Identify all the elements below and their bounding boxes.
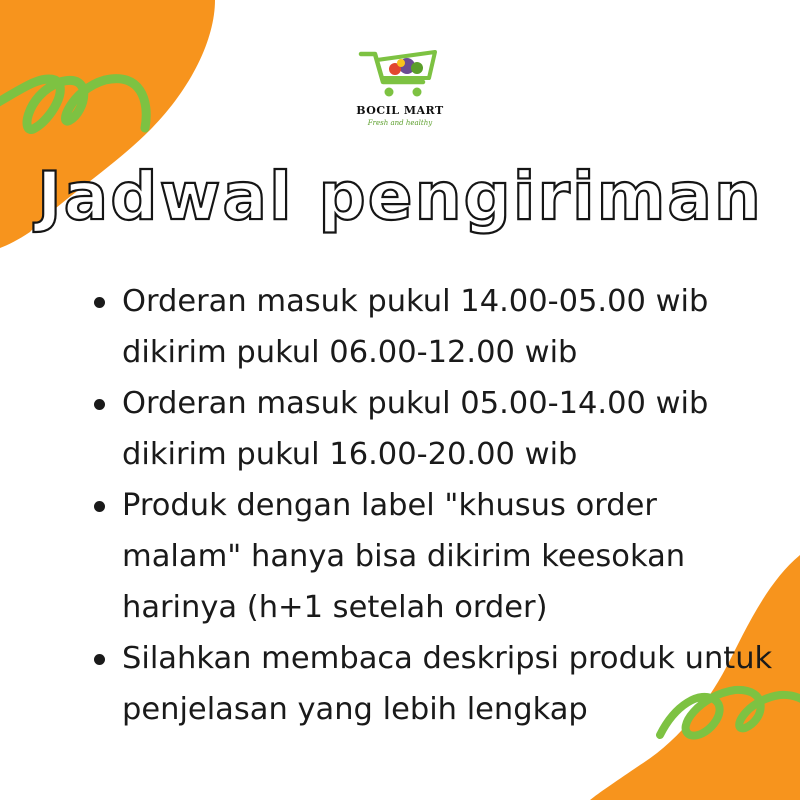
shopping-cart-icon	[355, 38, 445, 104]
list-item	[88, 378, 778, 480]
brand-tagline: Fresh and healthy	[367, 119, 433, 127]
bullet-icon	[94, 297, 105, 308]
list-item-text: Orderan masuk pukul 14.00-05.00 wib dikirim pukul 06.00-12.00 wib	[122, 284, 709, 370]
list-item	[88, 480, 778, 633]
list-item-text: Silahkan membaca deskripsi produk untuk penjelasan yang lebih lengkap	[122, 641, 773, 727]
list-item-text: Produk dengan label "khusus order malam" hanya bisa dikirim keesokan harinya (h+1 setelah order)	[122, 488, 686, 625]
brand-logo	[340, 38, 460, 127]
brand-name: BOCIL MART	[356, 104, 444, 117]
list-item	[88, 276, 778, 378]
list-item	[88, 633, 778, 735]
schedule-list	[88, 276, 778, 735]
bullet-icon	[94, 501, 105, 512]
list-item-text: Orderan masuk pukul 05.00-14.00 wib dikirim pukul 16.00-20.00 wib	[122, 386, 709, 472]
page-title: Jadwal pengiriman	[37, 158, 763, 235]
bullet-icon	[94, 654, 105, 665]
bullet-icon	[94, 399, 105, 410]
